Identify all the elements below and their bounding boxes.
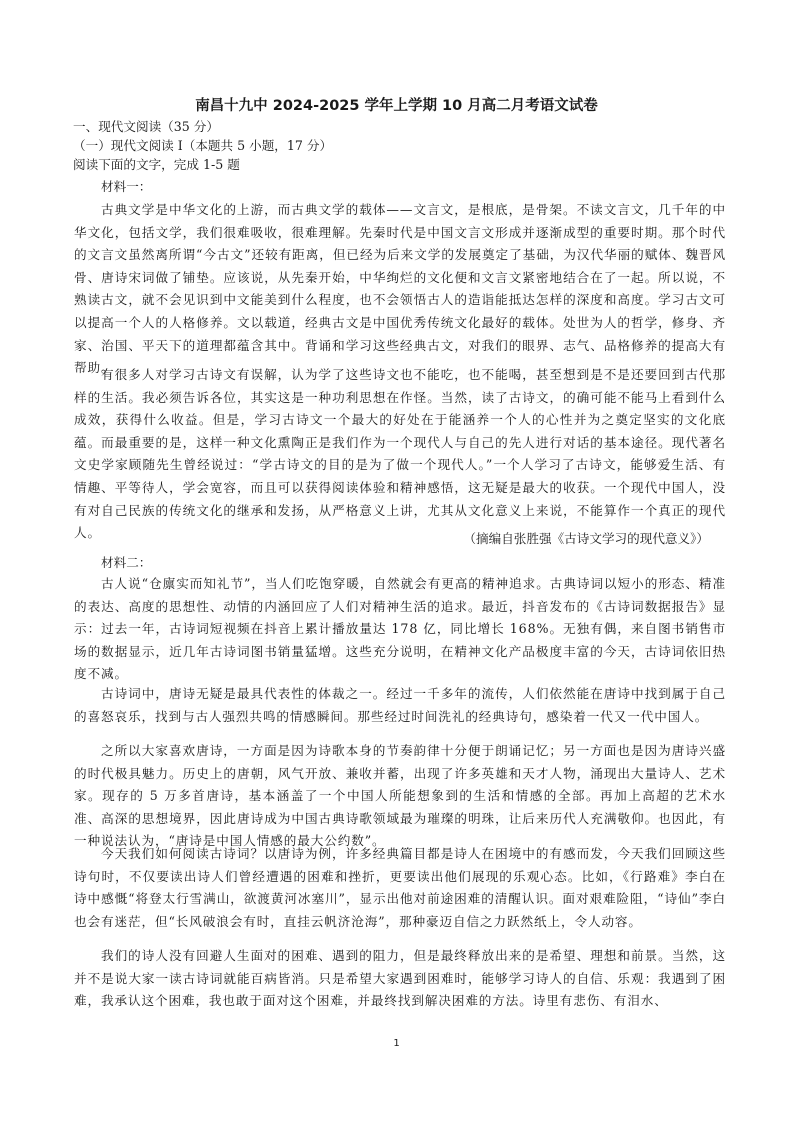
material-2-label: 材料二： — [101, 555, 152, 570]
exam-title: 南昌十九中 2024-2025 学年上学期 10 月高二月考语文试卷 — [195, 98, 598, 114]
material-1-source: （摘编自张胜强《古诗文学习的现代意义》） — [463, 531, 709, 546]
material-2-paragraph-2: 古诗词中，唐诗无疑是最具代表性的体裁之一。经过一千多年的流传，人们依然能在唐诗中找到属于自己的喜怒哀乐，找到与古人强烈共鸣的情感瞬间。那些经过时间洗礼的经典诗句，感染着一代又一代中国人。 — [74, 686, 726, 724]
material-2-paragraph-1: 古人说“仓廪实而知礼节”，当人们吃饱穿暖，自然就会有更高的精神追求。古典诗词以短小的形态、精准的表达、高度的思想性、动情的内涵回应了人们对精神生活的追求。最近，抖音发布的《古诗词数据报告》显示：过去一年，古诗词短视频在抖音上累计播放量达 178 亿，同比增长 168%。无独有偶，来自图书销售市场的数据显示，近几年古诗词图书销量猛增。这些充分说明，在精神文化产品极度丰富的今天，古诗词依旧热度不减。 — [74, 576, 726, 682]
page-number: 1 — [393, 1038, 400, 1049]
material-1-label: 材料一： — [101, 179, 152, 194]
material-2-paragraph-5: 我们的诗人没有回避人生面对的困难、遇到的阻力，但是最终释放出来的是希望、理想和前景。当然，这并不是说大家一读古诗词就能百病皆消。只是希望大家遇到困难时，能够学习诗人的自信、乐观：我遇到了困难，我承认这个困难，我也敢于面对这个困难，并最终找到解决困难的方法。诗里有悲伤、有泪水、 — [74, 948, 726, 1009]
material-1-paragraph-1: 古典文学是中华文化的上游，而古典文学的载体——文言文，是根底，是骨架。不读文言文，几千年的中华文化，包括文学，我们很难吸收，很难理解。先秦时代是中国文言文形成并逐渐成型的重要时期。那个时代的文言文虽然离所谓“今古文”还较有距离，但已经为后来文学的发展奠定了基础，为汉代华丽的赋体、魏晋风骨、唐诗宋词做了铺垫。应该说，从先秦开始，中华绚烂的文化便和文言文紧密地结合在了一起。所以说，不熟读古文，就不会见识到中文能美到什么程度，也不会领悟古人的造诣能抵达怎样的深度和高度。学习古文可以提高一个人的人格修养。文以载道，经典古文是中国优秀传统文化最好的载体。处世为人的哲学，修身、齐家、治国、平天下的道理都蕴含其中。背诵和学习这些经典古文，对我们的眼界、志气、品格修养的提高大有帮助。 — [74, 202, 726, 376]
material-2-paragraph-4: 今天我们如何阅读古诗词？以唐诗为例，许多经典篇目都是诗人在困境中的有感而发，今天我们回顾这些诗句时，不仅要读出诗人们曾经遭遇的困难和挫折，更要读出他们展现的乐观心态。比如，《行路难》李白在诗中感慨“将登太行雪满山，欲渡黄河冰塞川”，显示出他对前途困难的清醒认识。面对艰难险阻，“诗仙”李白也会有迷茫，但“长风破浪会有时，直挂云帆济沧海”，那种豪迈自信之力跃然纸上，令人动容。 — [74, 846, 726, 929]
section-heading: 一、现代文阅读（35 分） — [73, 119, 219, 134]
material-1-paragraph-2: 有很多人对学习古诗文有误解，认为学了这些诗文也不能吃，也不能喝，甚至想到是不是还要回到古代那样的生活。我必须告诉各位，其实这是一种功利思想在作怪。当然，读了古诗文，的确可能不能马上看到什么成效，获得什么收益。但是，学习古诗文一个最大的好处在于能涵养一个人的心性并为之奠定坚实的文化底蕴。而最重要的是，这样一种文化熏陶正是我们作为一个现代人与自己的先人进行对话的基本途径。现代著名文史学家顾随先生曾经说过：“学古诗文的目的是为了做一个现代人。”一个人学习了古诗文，能够爱生活、有情趣、平等待人，学会宽容，而且可以获得阅读体验和精神感悟，这无疑是最大的收获。一个现代中国人，没有对自己民族的传统文化的继承和发扬，从严格意义上讲，尤其从文化意义上来说，不能算作一个真正的现代人。 — [74, 367, 726, 541]
material-2-paragraph-3: 之所以大家喜欢唐诗，一方面是因为诗歌本身的节奏韵律十分便于朗诵记忆；另一方面也是因为唐诗兴盛的时代极具魅力。历史上的唐朝，风气开放、兼收并蓄，出现了许多英雄和天才人物，涌现出大量诗人、艺术家。现存的 5 万多首唐诗，基本涵盖了一个中国人所能想象到的生活和情感的全部。再加上高超的艺术水准、高深的思想境界，因此唐诗成为中国古典诗歌领域最为璀璨的明珠，让后来历代人充满敬仰。也因此，有一种说法认为，“唐诗是中国人情感的最大公约数”。 — [74, 743, 726, 849]
subsection-heading: （一）现代文阅读 I（本题共 5 小题，17 分） — [73, 138, 333, 153]
reading-instruction: 阅读下面的文字，完成 1-5 题 — [73, 157, 240, 172]
